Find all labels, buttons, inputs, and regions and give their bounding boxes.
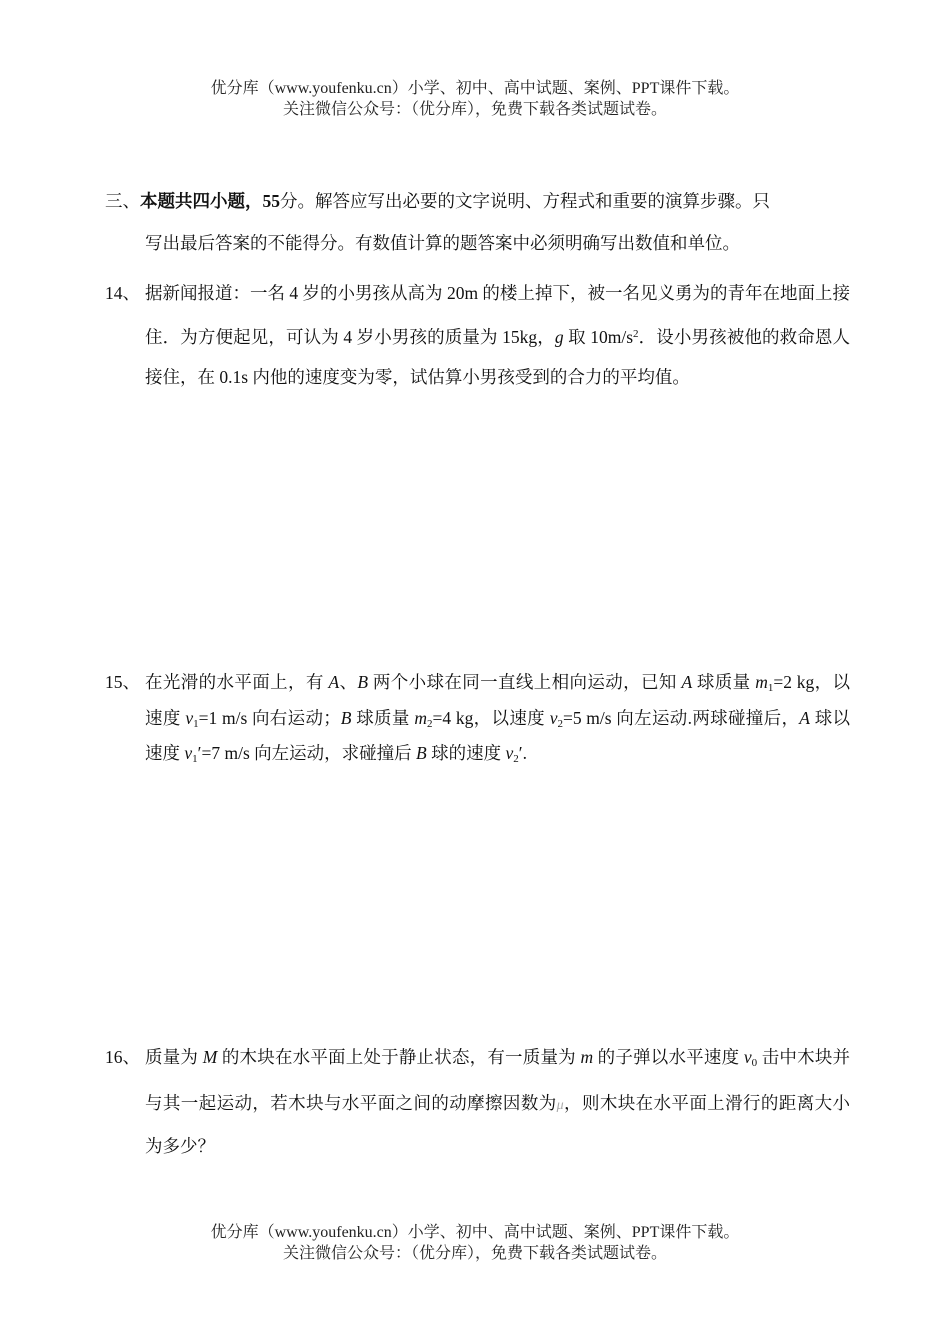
page-footer: [0, 1222, 950, 1264]
section-3-line-1: [105, 180, 850, 222]
section-3-title: 本题共四小题，: [140, 191, 263, 211]
question-14: [105, 273, 850, 398]
header-line-1: 优分库（www.youfenku.cn）小学、初中、高中试题、案例、PPT课件下载。: [210, 80, 740, 97]
question-14-number: 14、: [105, 283, 140, 303]
page-header: [0, 78, 950, 120]
section-3-rest: 分。解答应写出必要的文字说明、方程式和重要的演算步骤。只: [280, 191, 770, 211]
section-3-instructions: [105, 180, 850, 264]
section-3-label: 三、: [105, 191, 140, 211]
question-15: [105, 668, 850, 775]
question-16-text: 质量为 M 的木块在水平面上处于静止状态，有一质量为 m 的子弹以水平速度 $v_0$ 击中木块并与其一起运动，若木块与水平面之间的动摩擦因数为μ，则木块在水平面上滑行的距离大小为多少？: [145, 1047, 851, 1156]
question-16: [105, 1037, 850, 1166]
question-14-text: 据新闻报道：一名 4 岁的小男孩从高为 20m 的楼上掉下，被一名见义勇为的青年在地面上接住．为方便起见，可认为 4 岁小男孩的质量为 15kg，g 取 $10m/s^2$．设小男孩被他的救命恩人接住，在 0.1s 内他的速度变为零，试估算小男孩受到的合力的平均值。: [145, 283, 851, 387]
question-15-number: 15、: [105, 672, 140, 692]
section-3-line-2: 写出最后答案的不能得分。有数值计算的题答案中必须明确写出数值和单位。: [145, 233, 740, 253]
mu-symbol: μ: [556, 1098, 564, 1113]
header-line-2: 关注微信公众号：（优分库），免费下载各类试题试卷。: [282, 101, 667, 118]
section-3-score: 55: [262, 191, 280, 211]
footer-line-1: 优分库（www.youfenku.cn）小学、初中、高中试题、案例、PPT课件下载。: [210, 1224, 740, 1241]
question-16-number: 16、: [105, 1047, 140, 1067]
footer-line-2: 关注微信公众号：（优分库），免费下载各类试题试卷。: [282, 1245, 667, 1262]
question-15-text: 在光滑的水平面上，有 A、B 两个小球在同一直线上相向运动，已知 A 球质量 $m_1=2$ kg，以速度 $v_1=1$ m/s 向右运动；B 球质量 $m_2=4$ kg，以速度 $v_2=5$ m/s 向左运动.两球碰撞后，A 球以速度 $v_1'=7$ m/s 向左运动，求碰撞后 B 球的速度 $v_2'$.: [145, 672, 851, 765]
